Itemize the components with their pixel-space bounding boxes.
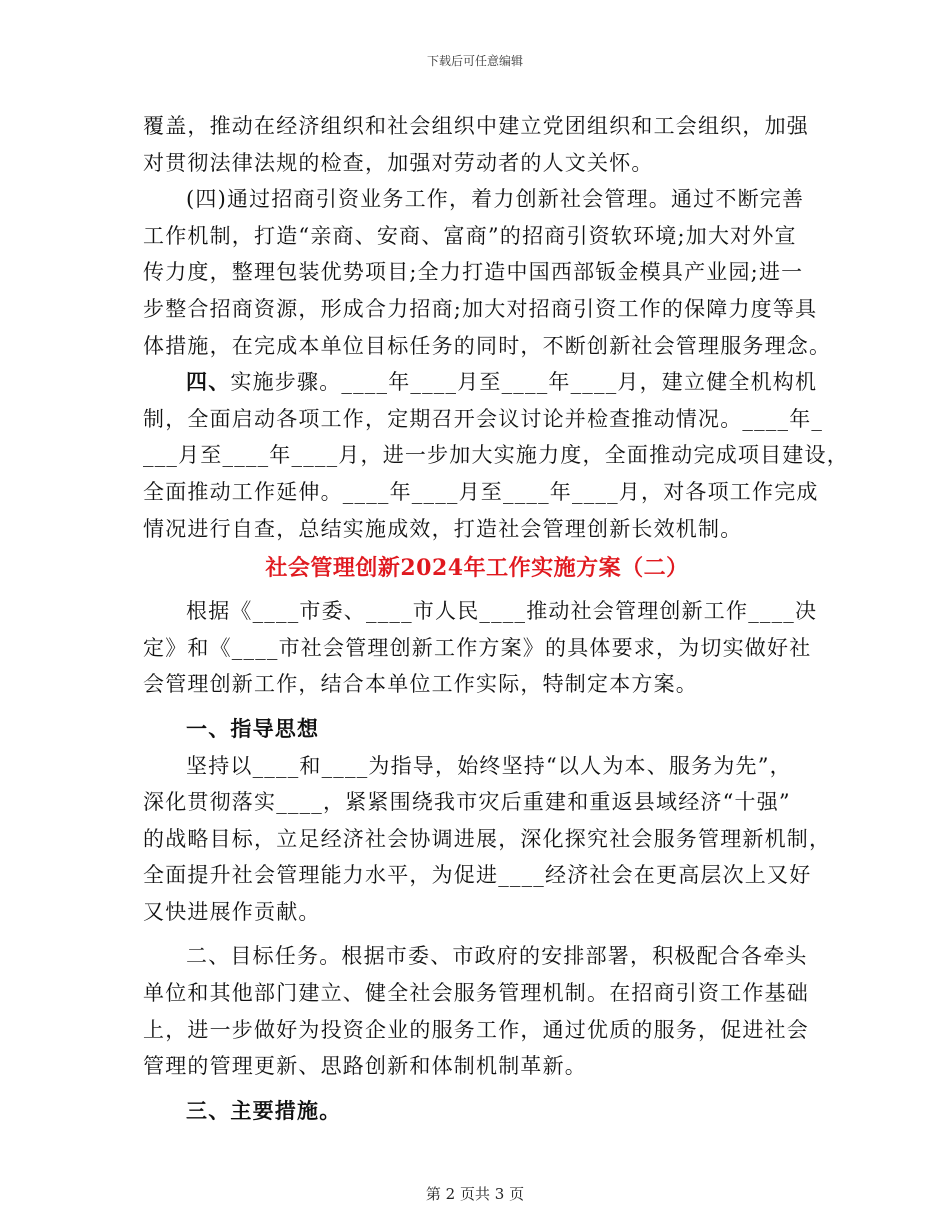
paragraph-line: 定》和《____市社会管理创新工作方案》的具体要求，为切实做好社 <box>143 635 812 660</box>
paragraph-line: (四)通过招商引资业务工作，着力创新社会管理。通过不断完善 <box>186 187 805 212</box>
paragraph-line: 单位和其他部门建立、健全社会服务管理机制。在招商引资工作基础 <box>143 981 809 1006</box>
paragraph-line: 对贯彻法律法规的检查，加强对劳动者的人文关怀。 <box>143 150 654 175</box>
paragraph-line: 传力度，整理包装优势项目;全力打造中国西部钣金模具产业园;进一 <box>143 260 804 285</box>
paragraph-line: 会管理创新工作，结合本单位工作实际，特制定本方案。 <box>143 672 698 697</box>
document-body <box>143 108 849 1129</box>
paragraph-line: 上，进一步做好为投资企业的服务工作，通过优质的服务，促进社会 <box>143 1017 809 1042</box>
page-header: 下载后可任意编辑 <box>426 54 523 68</box>
paragraph-line: 深化贯彻落实____，紧紧围绕我市灾后重建和重返县域经济“十强” <box>143 790 791 815</box>
document-title: 社会管理创新2024年工作实施方案（二） <box>265 555 689 582</box>
paragraph-line: 制，全面启动各项工作，定期召开会议讨论并检查推动情况。____年_ <box>143 406 824 431</box>
paragraph-line: 体措施，在完成本单位目标任务的同时，不断创新社会管理服务理念。 <box>143 333 832 358</box>
section-heading-measures: 三、主要措施。 <box>186 1097 342 1123</box>
paragraph-line: 二、目标任务。根据市委、市政府的安排部署，积极配合各牵头 <box>186 944 808 969</box>
paragraph-line: 全面提升社会管理能力水平，为促进____经济社会在更高层次上又好 <box>143 863 812 888</box>
page-footer: 第 2 页共 3 页 <box>425 1185 525 1203</box>
paragraph-line: 的战略目标，立足经济社会协调进展，深化探究社会服务管理新机制， <box>143 826 832 851</box>
paragraph-line: 步整合招商资源，形成合力招商;加大对招商引资工作的保障力度等具 <box>143 296 818 321</box>
paragraph-line: 工作机制，打造“亲商、安商、富商”的招商引资软环境;加大对外宣 <box>143 223 797 248</box>
paragraph-line: 全面推动工作延伸。____年____月至____年____月，对各项工作完成 <box>143 479 819 504</box>
paragraph-line: 坚持以____和____为指导，始终坚持“以人为本、服务为先”， <box>186 753 792 778</box>
paragraph-line: 管理的管理更新、思路创新和体制机制革新。 <box>143 1054 587 1079</box>
paragraph-line: 根据《____市委、____市人民____推动社会管理创新工作____决 <box>186 599 818 624</box>
paragraph-line <box>143 364 818 401</box>
paragraph-line: ___月至____年____月，进一步加大实施力度，全面推动完成项目建设， <box>143 443 849 468</box>
paragraph-text: 实施步骤。____年____月至____年____月，建立健全机构机 <box>230 370 818 395</box>
paragraph-line: 又快进展作贡献。 <box>143 899 321 924</box>
section-heading-implementation: 四、 <box>186 369 231 395</box>
section-heading-guiding: 一、指导思想 <box>186 715 320 741</box>
paragraph-line: 情况进行自查，总结实施成效，打造社会管理创新长效机制。 <box>143 516 743 541</box>
paragraph-line: 覆盖，推动在经济组织和社会组织中建立党团组织和工会组织，加强 <box>143 114 809 138</box>
